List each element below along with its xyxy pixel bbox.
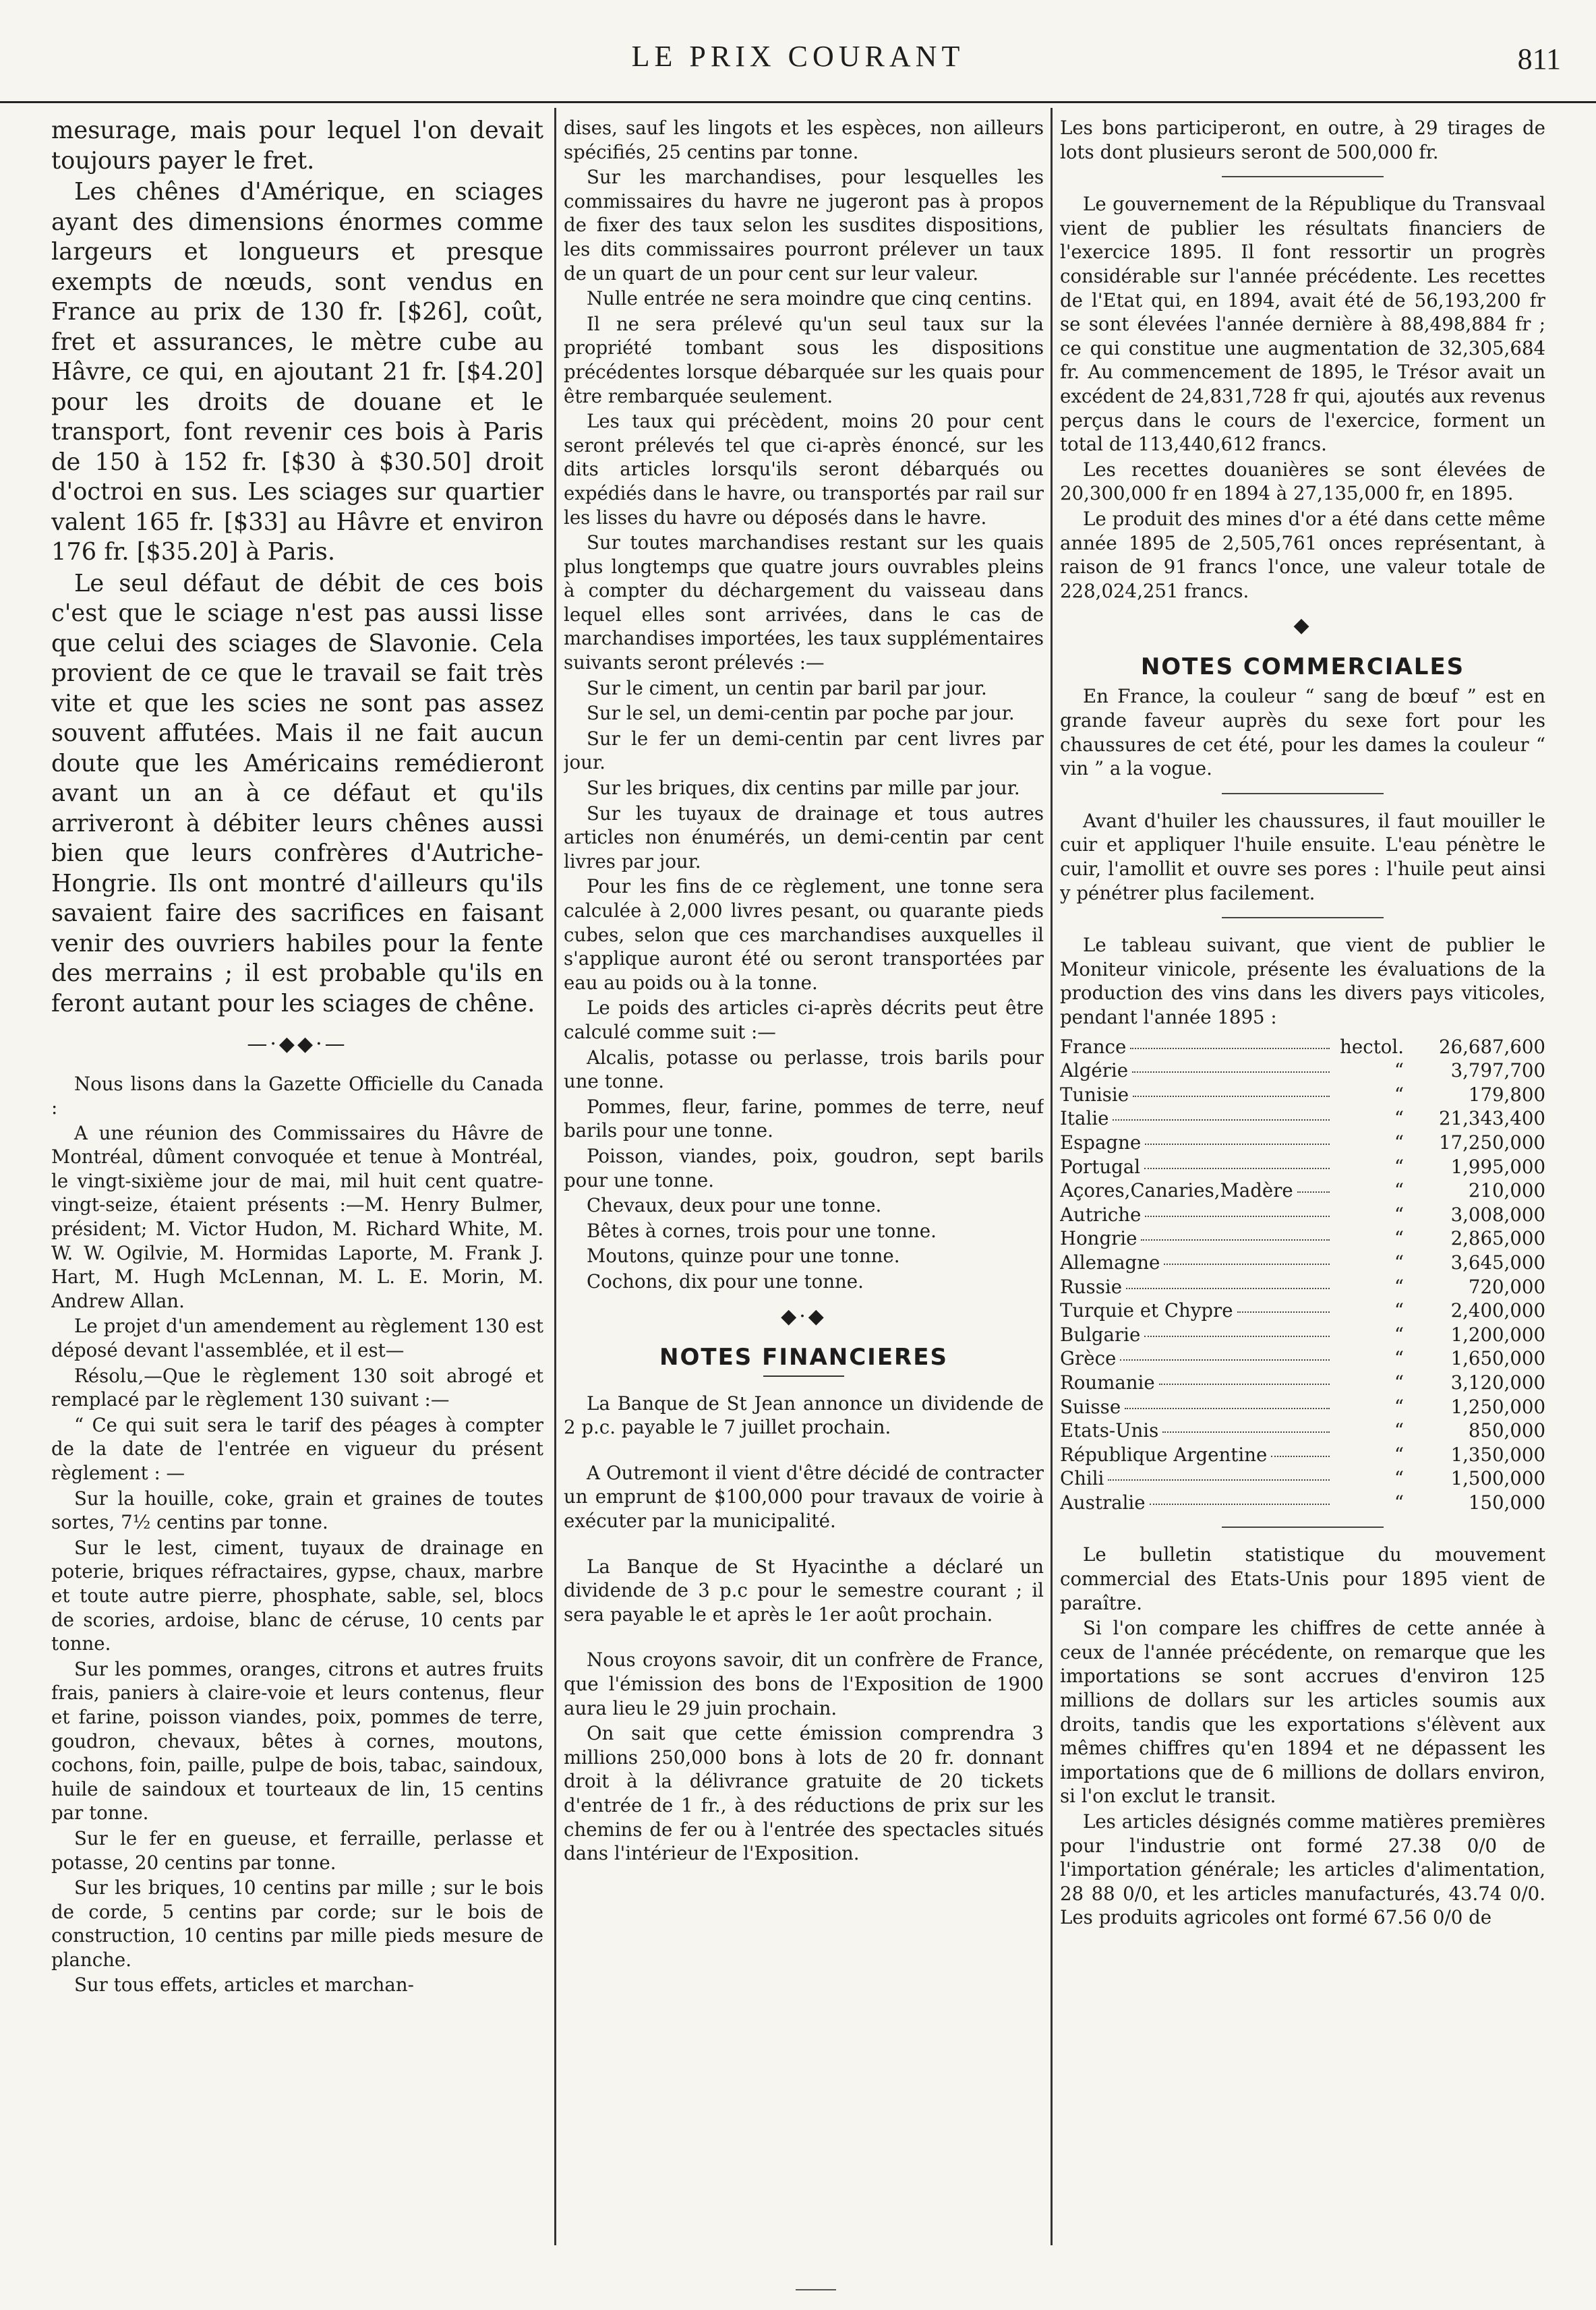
- paragraph: Sur le sel, un demi-centin par poche par jour.: [587, 702, 1015, 725]
- country-cell: Bulgarie: [1060, 1323, 1141, 1346]
- country-cell: Russie: [1060, 1275, 1123, 1298]
- amount-cell: 2,865,000: [1450, 1227, 1545, 1250]
- leader-dots: [1113, 1119, 1330, 1121]
- table-row: [1060, 1491, 1545, 1515]
- amount-cell: 1,250,000: [1450, 1395, 1545, 1418]
- paragraph: Sur les briques, dix centins par mille par jour.: [587, 777, 1020, 800]
- paragraph: Le bulletin statistique du mouvement commercial des Etats-Unis pour 1895 vient de paraître.: [1060, 1543, 1545, 1614]
- table-row: [1060, 1035, 1545, 1059]
- unit-cell: “: [1394, 1299, 1404, 1322]
- notes-commerciales-heading: NOTES COMMERCIALES: [1140, 653, 1465, 680]
- running-title: LE PRIX COURANT: [631, 40, 965, 73]
- footer-mark: [796, 2289, 836, 2290]
- wine-production-table: [1060, 1035, 1545, 1515]
- amount-cell: 150,000: [1468, 1491, 1545, 1514]
- table-row: [1060, 1395, 1545, 1419]
- leader-dots: [1162, 1431, 1330, 1433]
- paragraph: Sur le ciment, un centin par baril par jour.: [587, 676, 987, 699]
- unit-cell: “: [1394, 1203, 1404, 1226]
- gazette-intro: Nous lisons dans la Gazette Officielle du Canada :: [51, 1072, 543, 1119]
- amount-cell: 1,350,000: [1450, 1443, 1545, 1466]
- unit-cell: “: [1394, 1395, 1404, 1418]
- unit-cell: “: [1394, 1275, 1404, 1298]
- amount-cell: 3,797,700: [1450, 1059, 1545, 1082]
- paragraph: mesurage, mais pour lequel l'on devait toujours payer le fret.: [51, 117, 543, 175]
- country-cell: Hongrie: [1060, 1227, 1137, 1250]
- spacer: [564, 1535, 1044, 1555]
- amount-cell: 850,000: [1468, 1419, 1545, 1442]
- paragraph: Résolu,—Que le règlement 130 soit abrogé et remplacé par le règlement 130 suivant :—: [51, 1364, 543, 1411]
- table-row: [1060, 1443, 1545, 1467]
- gazette-section: [51, 1072, 543, 1998]
- amount-cell: 1,200,000: [1450, 1323, 1545, 1346]
- paragraph: Alcalis, potasse ou perlasse, trois barils pour une tonne.: [564, 1046, 1044, 1093]
- paragraph: Sur le lest, ciment, tuyaux de drainage en poterie, briques réfractaires, gypse, chaux, marbre et toute autre pierre, phosphate, sable, sel, blocs de scories, ardoise, blanc de céruse, 10 cents par tonne.: [51, 1536, 543, 1655]
- table-row: [1060, 1323, 1545, 1347]
- paragraph: Sur tous effets, articles et marchan-: [74, 1974, 414, 1996]
- country-cell: Allemagne: [1060, 1251, 1160, 1274]
- table-row: [1060, 1131, 1545, 1155]
- country-cell: Tunisie: [1060, 1083, 1129, 1106]
- table-row: [1060, 1371, 1545, 1395]
- leader-dots: [1237, 1311, 1330, 1313]
- unit-cell: “: [1394, 1059, 1404, 1082]
- spacer: [564, 1628, 1044, 1648]
- country-cell: Grèce: [1060, 1347, 1117, 1370]
- paragraph: Nous croyons savoir, dit un confrère de France, que l'émission des bons de l'Exposition de 1900 aura lieu le 29 juin prochain.: [564, 1649, 1044, 1719]
- paragraph: Le tableau suivant, que vient de publier le Moniteur vinicole, présente les évaluations de la production des vins dans les divers pays viticoles, pendant l'année 1895 :: [1060, 934, 1545, 1028]
- table-row: [1060, 1203, 1545, 1227]
- leader-dots: [1271, 1456, 1330, 1457]
- country-cell: Suisse: [1060, 1395, 1121, 1418]
- leader-dots: [1132, 1071, 1330, 1073]
- country-cell: Etats-Unis: [1060, 1419, 1159, 1442]
- column-1: [51, 116, 543, 2253]
- country-cell: République Argentine: [1060, 1443, 1268, 1466]
- table-row: [1060, 1275, 1545, 1299]
- amount-cell: 26,687,600: [1439, 1035, 1545, 1058]
- amount-cell: 1,500,000: [1450, 1467, 1545, 1490]
- amount-cell: 3,008,000: [1450, 1203, 1545, 1226]
- paragraph: Sur la houille, coke, grain et graines de toutes sortes, 7½ centins par tonne.: [51, 1487, 543, 1534]
- amount-cell: 179,800: [1468, 1083, 1545, 1106]
- table-row: [1060, 1467, 1545, 1491]
- ornament: ◆·◆: [781, 1304, 827, 1328]
- separator-rule: [1222, 793, 1384, 794]
- unit-cell: “: [1394, 1155, 1404, 1178]
- paragraph: Si l'on compare les chiffres de cette année à ceux de l'année précédente, on remarque que les importations se sont accrues d'environ 125 millions de dollars sur les articles soumis aux droits, tandis que les exportations s'élèvent aux mêmes chiffres qu'en 1894 et ne dépassent les importations que de 6 millions de dollars environ, si l'on exclut le transit.: [1060, 1617, 1545, 1808]
- paragraph: Sur le fer en gueuse, et ferraille, perlasse et potasse, 20 centins par tonne.: [51, 1827, 543, 1874]
- amount-cell: 1,995,000: [1450, 1155, 1545, 1178]
- paragraph: Les bons participeront, en outre, à 29 tirages de lots dont plusieurs seront de 500,000 fr.: [1060, 117, 1545, 163]
- unit-cell: “: [1394, 1443, 1404, 1466]
- unit-cell: hectol.: [1340, 1035, 1404, 1058]
- unit-cell: “: [1394, 1467, 1404, 1490]
- notes-financieres-heading: NOTES FINANCIERES: [659, 1344, 948, 1371]
- spacer: [564, 1441, 1044, 1461]
- table-row: [1060, 1226, 1545, 1251]
- leader-dots: [1108, 1479, 1330, 1481]
- table-row: [1060, 1059, 1545, 1083]
- paragraph: Il ne sera prélevé qu'un seul taux sur la propriété tombant sous les dispositions précédentes lorsque débarquée sur les quais pour être rembarquée seulement.: [564, 312, 1044, 407]
- unit-cell: “: [1394, 1227, 1404, 1250]
- paragraph: Moutons, quinze pour une tonne.: [587, 1245, 900, 1268]
- leader-dots: [1145, 1144, 1330, 1145]
- paragraph: Le produit des mines d'or a été dans cette même année 1895 de 2,505,761 onces représentant, à raison de 91 francs l'once, une valeur totale de 228,024,251 francs.: [1060, 507, 1545, 602]
- country-cell: Açores,Canaries,Madère: [1060, 1179, 1293, 1202]
- ornament: —·◆◆·—: [247, 1032, 348, 1056]
- amount-cell: 720,000: [1468, 1275, 1545, 1298]
- paragraph: Poisson, viandes, poix, goudron, sept barils pour une tonne.: [564, 1144, 1044, 1191]
- country-cell: Espagne: [1060, 1131, 1142, 1154]
- unit-cell: “: [1394, 1491, 1404, 1514]
- leader-dots: [1297, 1191, 1330, 1193]
- leader-dots: [1120, 1359, 1330, 1361]
- separator-rule: [1222, 917, 1384, 918]
- unit-cell: “: [1394, 1371, 1404, 1394]
- leader-dots: [1144, 1336, 1330, 1337]
- paragraph: Pour les fins de ce règlement, une tonne sera calculée à 2,000 livres pesant, ou quarante pieds cubes, selon que ces marchandises auxquelles il s'applique auront été ou seront transportées par eau au poids ou à la tonne.: [564, 875, 1044, 994]
- leader-dots: [1164, 1264, 1330, 1265]
- paragraph: On sait que cette émission comprendra 3 millions 250,000 bons à lots de 20 fr. donnant droit à la délivrance gratuite de 20 tickets d'entrée de 1 fr., à des réductions de prix sur les chemins de fer ou à l'entrée des spectacles situés dans l'intérieur de l'Exposition.: [564, 1722, 1044, 1865]
- amount-cell: 3,120,000: [1450, 1371, 1545, 1394]
- paragraph: Le projet d'un amendement au règlement 130 est déposé devant l'assemblée, et il est—: [51, 1315, 543, 1362]
- country-cell: Roumanie: [1060, 1371, 1155, 1394]
- country-cell: Italie: [1060, 1107, 1109, 1130]
- paragraph: Sur toutes marchandises restant sur les quais plus longtemps que quatre jours ouvrables pleins à compter du déchargement du vaisseau dans lequel elles sont arrivées, dans le cas de marchandises importées, les taux supplémentaires suivants seront prélevés :—: [564, 531, 1044, 674]
- page-header: [0, 0, 1596, 103]
- country-cell: Chili: [1060, 1467, 1104, 1490]
- paragraph: Avant d'huiler les chaussures, il faut mouiller le cuir et appliquer l'huile ensuite. L'eau pénètre le cuir, l'amollit et ouvre ses pores : l'huile peut ainsi y pénétrer plus facilement.: [1060, 809, 1545, 904]
- table-row: [1060, 1419, 1545, 1443]
- table-row: [1060, 1251, 1545, 1275]
- amount-cell: 210,000: [1468, 1179, 1545, 1202]
- page-number: 811: [1517, 42, 1561, 76]
- unit-cell: “: [1394, 1107, 1404, 1130]
- country-cell: France: [1060, 1035, 1127, 1058]
- paragraph: Sur les pommes, oranges, citrons et autres fruits frais, paniers à claire-voie et leurs contenus, fleur et farine, poisson viandes, poix, pommes de terre, goudron, chevaux, bêtes à cornes, moutons, cochons, foin, paille, pulpe de bois, tabac, saindoux, huile de saindoux et tourteaux de lin, 15 centins par tonne.: [51, 1657, 543, 1825]
- amount-cell: 1,650,000: [1450, 1347, 1545, 1370]
- paragraph: “ Ce qui suit sera le tarif des péages à compter de la date de l'entrée en vigueur du présent règlement : —: [51, 1413, 543, 1484]
- paragraph: A une réunion des Commissaires du Hâvre de Montréal, dûment convoquée et tenue à Montréal, le vingt-sixième jour de mai, mil huit cent quatre-vingt-seize, étaient présents :—M. Henry Bulmer, président; M. Victor Hudon, M. Richard White, M. W. W. Ogilvie, M. Hormidas Laporte, M. Frank J. Hart, M. Hugh McLennan, M. L. E. Morin, M. Andrew Allan.: [51, 1121, 543, 1312]
- separator-rule: [1222, 176, 1384, 177]
- country-cell: Autriche: [1060, 1203, 1142, 1226]
- paragraph: Le poids des articles ci-après décrits peut être calculé comme suit :—: [564, 997, 1044, 1043]
- amount-cell: 21,343,400: [1439, 1107, 1545, 1130]
- paragraph: La Banque de St Hyacinthe a déclaré un dividende de 3 p.c pour le semestre courant ; il sera payable le et après le 1er août prochain.: [564, 1555, 1044, 1626]
- unit-cell: “: [1394, 1131, 1404, 1154]
- leader-dots: [1159, 1384, 1330, 1385]
- column-rule: [554, 108, 556, 2245]
- separator-rule: [1222, 1527, 1384, 1528]
- paragraph: La Banque de St Jean annonce un dividende de 2 p.c. payable le 7 juillet prochain.: [564, 1392, 1044, 1439]
- paragraph: Nulle entrée ne sera moindre que cinq centins.: [587, 287, 1032, 310]
- paragraph: Sur les marchandises, pour lesquelles les commissaires du havre ne jugeront pas à propos de fixer des taux selon les susdites dispositions, les dits commissaires pourront prélever un taux de un quart de un pour cent sur leur valeur.: [564, 166, 1044, 285]
- unit-cell: “: [1394, 1179, 1404, 1202]
- table-row: [1060, 1179, 1545, 1203]
- paragraph: Pommes, fleur, farine, pommes de terre, neuf barils pour une tonne.: [564, 1095, 1044, 1142]
- table-row: [1060, 1155, 1545, 1179]
- leader-dots: [1130, 1048, 1330, 1049]
- leader-dots: [1133, 1096, 1330, 1097]
- leader-dots: [1150, 1504, 1330, 1505]
- leader-dots: [1144, 1168, 1330, 1169]
- paragraph: Le seul défaut de débit de ces bois c'est que le sciage n'est pas aussi lisse que celui des sciages de Slavonie. Cela provient de ce que le travail se fait très vite et que les scies ne sont pas assez souvent affutées. Mais il ne fait aucun doute que les Américains remédieront avant un an à ce défaut et qu'ils arriveront à débiter leurs chênes aussi bien que leurs confrères d'Autriche-Hongrie. Ils ont montré d'ailleurs qu'ils savaient faire des sacrifices en faisant venir des ouvriers habiles pour la fente des merrains ; il est probable qu'ils en feront autant pour les sciages de chêne.: [51, 569, 543, 1017]
- unit-cell: “: [1394, 1251, 1404, 1274]
- paragraph: Sur les briques, 10 centins par mille ; sur le bois de corde, 5 centins par corde; sur le bois de construction, 10 centins par mille pieds mesure de planche.: [51, 1876, 543, 1971]
- unit-cell: “: [1394, 1083, 1404, 1106]
- paragraph: Les recettes douanières se sont élevées de 20,300,000 fr en 1894 à 27,135,000 fr, en 1895.: [1060, 458, 1545, 505]
- leader-dots: [1125, 1408, 1330, 1409]
- paragraph: Les chênes d'Amérique, en sciages ayant des dimensions énormes comme largeurs et longueurs et presque exempts de nœuds, sont vendus en France au prix de 130 fr. [$26], coût, fret et assurances, le mètre cube au Hâvre, ce qui, en ajoutant 21 fr. [$4.20] pour les droits de douane et le transport, font revenir ces bois à Paris de 150 à 152 fr. [$30 à $30.50] droit d'octroi en sus. Les sciages sur quartier valent 165 fr. [$33] au Hâvre et environ 176 fr. [$35.20] à Paris.: [51, 178, 543, 566]
- column-2: [564, 116, 1044, 2253]
- paragraph: Chevaux, deux pour une tonne.: [587, 1194, 882, 1217]
- table-row: [1060, 1106, 1545, 1131]
- leader-dots: [1145, 1216, 1330, 1217]
- leader-dots: [1126, 1288, 1330, 1289]
- amount-cell: 3,645,000: [1450, 1251, 1545, 1274]
- paragraph: Bêtes à cornes, trois pour une tonne.: [587, 1219, 937, 1242]
- amount-cell: 17,250,000: [1439, 1131, 1545, 1154]
- paragraph: Sur les tuyaux de drainage et tous autres articles non énumérés, un demi-centin par cent livres par jour.: [564, 802, 1044, 872]
- column-3: [1060, 116, 1545, 2253]
- country-cell: Turquie et Chypre: [1060, 1299, 1233, 1322]
- leader-dots: [1141, 1239, 1330, 1241]
- table-row: [1060, 1083, 1545, 1107]
- column-rule: [1051, 108, 1053, 2245]
- country-cell: Australie: [1060, 1491, 1146, 1514]
- table-row: [1060, 1346, 1545, 1371]
- heading-rule: [763, 1375, 844, 1377]
- paragraph: A Outremont il vient d'être décidé de contracter un emprunt de $100,000 pour travaux de voirie à exécuter par la municipalité.: [564, 1461, 1044, 1533]
- table-row: [1060, 1299, 1545, 1323]
- paragraph: En France, la couleur “ sang de bœuf ” est en grande faveur auprès du sexe fort pour les chaussures de cet été, pour les dames la couleur “ vin ” a la vogue.: [1060, 685, 1545, 780]
- paragraph: Les articles désignés comme matières premières pour l'industrie ont formé 27.38 0/0 de l'importation générale; les articles d'alimentation, 28 88 0/0, et les articles manufacturés, 43.74 0/0. Les produits agricoles ont formé 67.56 0/0 de: [1060, 1810, 1545, 1929]
- country-cell: Portugal: [1060, 1155, 1141, 1178]
- paragraph: dises, sauf les lingots et les espèces, non ailleurs spécifiés, 25 centins par tonne.: [564, 117, 1044, 163]
- paragraph: Sur le fer un demi-centin par cent livres par jour.: [564, 727, 1044, 774]
- unit-cell: “: [1394, 1419, 1404, 1442]
- unit-cell: “: [1394, 1323, 1404, 1346]
- paragraph: Les taux qui précèdent, moins 20 pour cent seront prélevés tel que ci-après énoncé, sur les dits articles lorsqu'ils seront débarqués ou expédiés dans le havre, ou transportés par rail sur les lisses du havre ou déposés dans le havre.: [564, 410, 1044, 529]
- amount-cell: 2,400,000: [1450, 1299, 1545, 1322]
- paragraph: Cochons, dix pour une tonne.: [587, 1270, 864, 1293]
- paragraph: Le gouvernement de la République du Transvaal vient de publier les résultats financiers de l'exercice 1895. Il font ressortir un progrès considérable sur l'année précédente. Les recettes de l'Etat qui, en 1894, avait été de 56,193,200 fr se sont élevées l'année dernière à 88,498,884 fr ; ce qui constitue une augmentation de 32,305,684 fr. Au commencement de 1895, le Trésor avait un excédent de 24,831,728 fr qui, ajoutés aux revenus perçus dans le cours de l'exercice, forment un total de 113,440,612 francs.: [1060, 193, 1545, 456]
- unit-cell: “: [1394, 1347, 1404, 1370]
- country-cell: Algérie: [1060, 1059, 1129, 1082]
- ornament: ◆: [1293, 614, 1312, 638]
